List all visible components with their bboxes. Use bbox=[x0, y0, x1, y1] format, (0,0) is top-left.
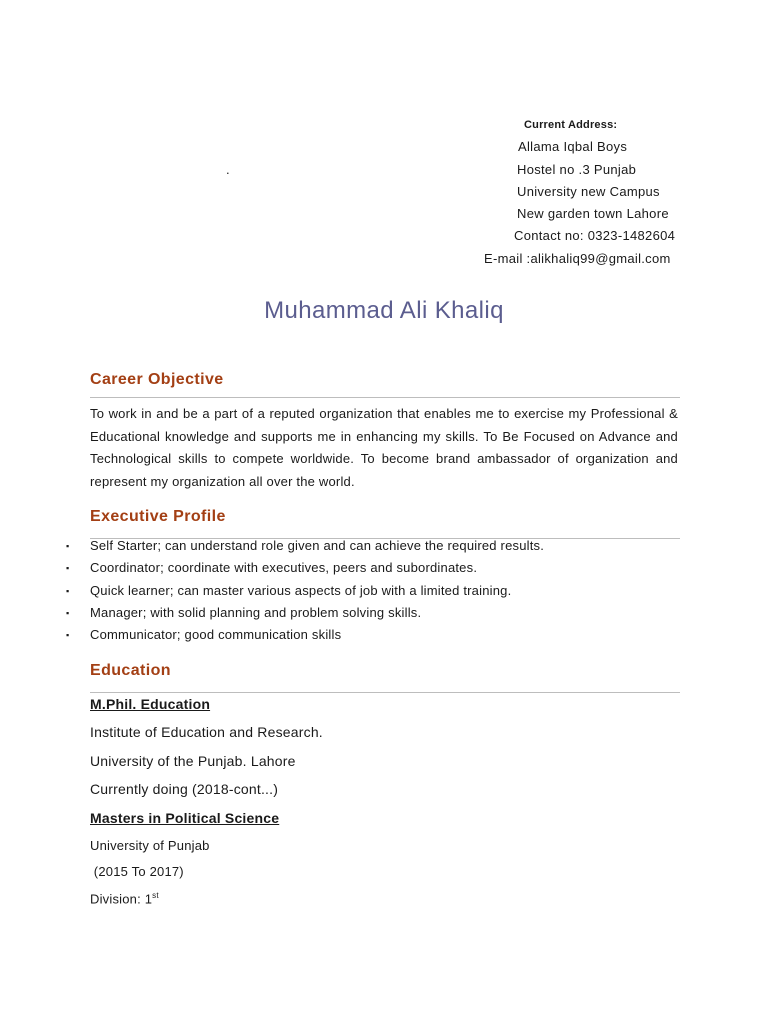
division-label: Division: 1 bbox=[90, 891, 153, 907]
section-divider bbox=[90, 397, 680, 398]
bullet-icon: ▪ bbox=[66, 541, 70, 551]
address-line-town: New garden town Lahore bbox=[517, 206, 669, 221]
career-objective-title: Career Objective bbox=[90, 371, 224, 388]
masters-university: University of Punjab bbox=[90, 838, 210, 853]
mphil-degree-title: M.Phil. Education bbox=[90, 696, 211, 712]
email-address: E-mail :alikhaliq99@gmail.com bbox=[484, 251, 671, 266]
division-ordinal: st bbox=[152, 891, 159, 900]
executive-profile-list bbox=[0, 535, 768, 646]
list-item bbox=[0, 602, 768, 624]
mphil-status: Currently doing (2018-cont...) bbox=[90, 781, 279, 797]
section-divider bbox=[90, 692, 680, 693]
executive-profile-title: Executive Profile bbox=[90, 508, 226, 525]
list-item bbox=[0, 557, 768, 579]
bullet-icon: ▪ bbox=[66, 630, 70, 641]
bullet-icon: ▪ bbox=[66, 563, 70, 574]
mphil-university: University of the Punjab. Lahore bbox=[90, 753, 296, 769]
stray-dot: . bbox=[226, 162, 230, 177]
masters-years: (2015 To 2017) bbox=[90, 864, 184, 879]
profile-item-text: Self Starter; can understand role given and can achieve the required results. bbox=[90, 538, 545, 553]
candidate-name: Muhammad Ali Khaliq bbox=[264, 297, 504, 324]
address-line-university: University new Campus bbox=[517, 184, 660, 199]
list-item bbox=[0, 624, 768, 646]
address-line-hostel-name: Allama Iqbal Boys bbox=[518, 139, 628, 154]
bullet-icon: ▪ bbox=[66, 585, 70, 596]
profile-item-text: Communicator; good communication skills bbox=[90, 627, 342, 643]
education-title: Education bbox=[90, 662, 171, 679]
address-line-hostel-number: Hostel no .3 Punjab bbox=[517, 162, 637, 177]
profile-item-text: Quick learner; can master various aspects of job with a limited training. bbox=[90, 582, 512, 598]
profile-item-text: Manager; with solid planning and problem solving skills. bbox=[90, 604, 422, 620]
list-item bbox=[0, 580, 768, 602]
masters-degree-title: Masters in Political Science bbox=[90, 810, 280, 826]
masters-division bbox=[90, 891, 159, 906]
profile-item-text: Coordinator; coordinate with executives, peers and subordinates. bbox=[90, 560, 478, 576]
bullet-icon: ▪ bbox=[66, 607, 70, 618]
mphil-institute: Institute of Education and Research. bbox=[90, 724, 323, 740]
contact-number: Contact no: 0323-1482604 bbox=[514, 228, 676, 243]
current-address-heading: Current Address: bbox=[524, 119, 618, 131]
career-objective-text: To work in and be a part of a reputed organization that enables me to exercise my Professional & Educational knowledge and supports me in enhancing my skills. To Be Focused on Advance and Technological skills to compete worldwide. To become brand ambassador of organization and represent my organization all over the world. bbox=[90, 406, 678, 489]
list-item bbox=[0, 535, 768, 557]
